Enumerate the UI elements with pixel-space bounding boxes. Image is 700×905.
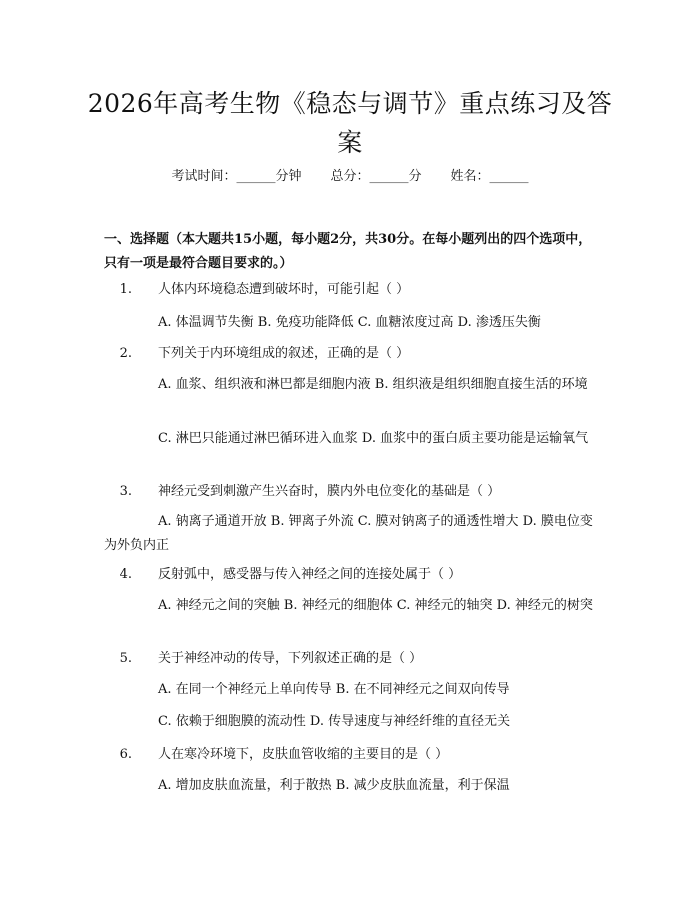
question-3-options: A. 钠离子通道开放 B. 钾离子外流 C. 膜对钠离子的通透性增大 D. 膜电位变为外负内正 [104, 514, 593, 553]
question-6-options: A. 增加皮肤血流量，利于散热 B. 减少皮肤血流量，利于保温 [158, 778, 510, 793]
exam-info-line [0, 168, 700, 186]
question-number: 4. [119, 567, 132, 582]
time-blank: ______ [236, 169, 276, 184]
question-3 [104, 480, 596, 504]
score-label: 总分： [330, 169, 370, 184]
question-stem: 反射弧中，感受器与传入神经之间的连接处属于（ ） [158, 567, 462, 582]
question-4 [104, 563, 596, 587]
question-stem: 神经元受到刺激产生兴奋时，膜内外电位变化的基础是（ ） [158, 484, 501, 499]
question-6 [104, 743, 596, 767]
question-1-options: A. 体温调节失衡 B. 免疫功能降低 C. 血糖浓度过高 D. 渗透压失衡 [158, 315, 541, 330]
question-stem: 关于神经冲动的传导，下列叙述正确的是（ ） [158, 651, 423, 666]
time-unit: 分钟 [275, 169, 302, 184]
question-number: 2. [119, 346, 132, 361]
question-stem: 人在寒冷环境下，皮肤血管收缩的主要目的是（ ） [158, 747, 449, 762]
question-number: 1. [119, 282, 132, 297]
question-number: 6. [119, 747, 132, 762]
score-blank: ______ [369, 169, 409, 184]
name-blank: ______ [489, 169, 529, 184]
question-4-options: A. 神经元之间的突触 B. 神经元的细胞体 C. 神经元的轴突 D. 神经元的树突 [158, 598, 593, 613]
question-5 [104, 647, 596, 671]
score-unit: 分 [408, 169, 422, 184]
question-2-options-ab: A. 血浆、组织液和淋巴都是细胞内液 B. 组织液是组织细胞直接生活的环境 [158, 377, 588, 392]
question-2-options-cd: C. 淋巴只能通过淋巴循环进入血浆 D. 血浆中的蛋白质主要功能是运输氧气 [158, 431, 589, 446]
question-5-options-ab: A. 在同一个神经元上单向传导 B. 在不同神经元之间双向传导 [158, 682, 510, 697]
question-number: 5. [119, 651, 132, 666]
section-heading: 一、选择题（本大题共15小题，每小题2分，共30分。在每小题列出的四个选项中，只有一项是最符合题目要求的。） [104, 232, 592, 271]
name-label: 姓名： [450, 169, 490, 184]
question-1 [104, 278, 596, 302]
question-stem: 人体内环境稳态遭到破坏时，可能引起（ ） [158, 282, 410, 297]
time-label: 考试时间： [171, 169, 237, 184]
page-title: 2026年高考生物《稳态与调节》重点练习及答案 [87, 89, 613, 157]
question-stem: 下列关于内环境组成的叙述，正确的是（ ） [158, 346, 410, 361]
question-2 [104, 342, 596, 366]
question-5-options-cd: C. 依赖于细胞膜的流动性 D. 传导速度与神经纤维的直径无关 [158, 714, 511, 729]
question-number: 3. [119, 484, 132, 499]
